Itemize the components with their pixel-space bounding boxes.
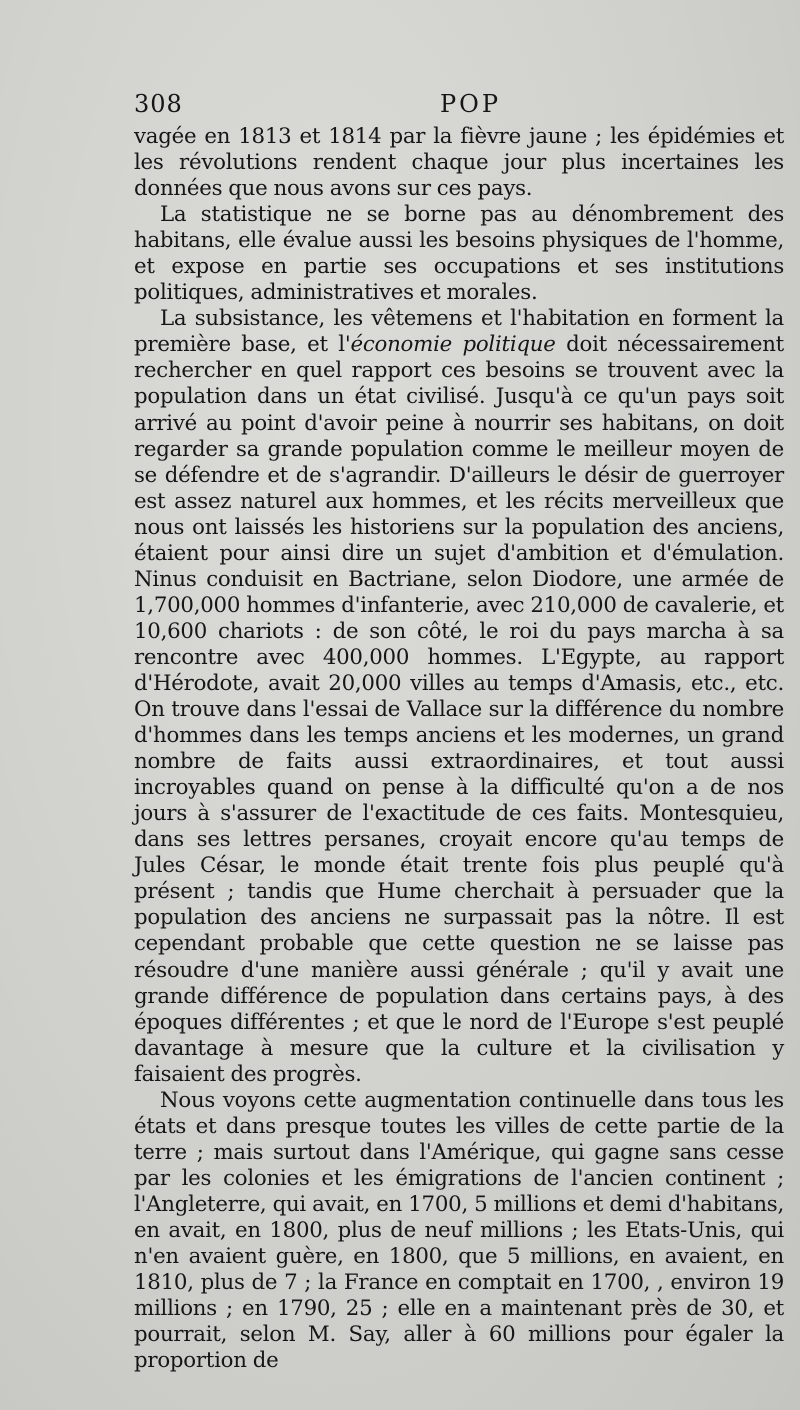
page-number: 308	[134, 90, 183, 118]
paragraph-2: La statistique ne se borne pas au dénombrement des habitans, elle évalue aussi les besoins physiques de l'homme, et expose en partie ses occupations et ses institutions politiques, administratives et morales.	[134, 202, 784, 306]
body-text	[134, 124, 784, 1374]
running-head: POP	[440, 90, 501, 118]
paragraph-3-start: La subsistance, les vêtemens et l'habitation en forment la première base, et l'	[134, 306, 784, 358]
paragraph-4: Nous voyons cette augmentation continuelle dans tous les états et dans presque toutes les villes de cette partie de la terre ; mais surtout dans l'Amérique, qui gagne sans cesse par les colonies et les émigrations de l'ancien continent ; l'Angleterre, qui avait, en 1700, 5 millions et demi d'habitans, en avait, en 1800, plus de neuf millions ; les Etats-Unis, qui n'en avaient guère, en 1800, que 5 millions, en avaient, en 1810, plus de 7 ; la France en comptait en 1700, , environ 19 millions ; en 1790, 25 ; elle en a maintenant près de 30, et pourrait, selon M. Say, aller à 60 millions pour égaler la proportion de	[134, 1087, 784, 1374]
paragraph-3-rest: doit nécessairement rechercher en quel rapport ces besoins se trouvent avec la population dans un état civilisé. Jusqu'à ce qu'un pays soit arrivé au point d'avoir peine à nourrir ses habitans, on doit regarder sa grande population comme le meilleur moyen de se défendre et de s'agrandir. D'ailleurs le désir de guerroyer est assez naturel aux hommes, et les récits merveilleux que nous ont laissés les historiens sur la population des anciens, étaient pour ainsi dire un sujet d'ambition et d'émulation. Ninus conduisit en Bactriane, selon Diodore, une armée de 1,700,000 hommes d'infanterie, avec 210,000 de cavalerie, et 10,600 chariots : de son côté, le roi du pays marcha à sa rencontre avec 400,000 hommes. L'Egypte, au rapport d'Hérodote, avait 20,000 villes au temps d'Amasis, etc., etc. On trouve dans l'essai de Vallace sur la différence du nombre d'hommes dans les temps anciens et les modernes, un grand nombre de faits aussi extraordinaires, et tout aussi incroyables quand on pense à la difficulté qu'on a de nos jours à s'assurer de l'exactitude de ces faits. Montesquieu, dans ses lettres persanes, croyait encore qu'au temps de Jules César, le monde était trente fois plus peuplé qu'à présent ; tandis que Hume cherchait à persuader que la population des anciens ne surpassait pas la nôtre. Il est cependant probable que cette question ne se laisse pas résoudre d'une manière aussi générale ; qu'il y avait une grande différence de population dans certains pays, à des époques différentes ; et que le nord de l'Europe s'est peuplé davantage à mesure que la culture et la civilisation y faisaient des progrès.	[134, 332, 784, 1087]
italic-term: économie politique	[350, 332, 556, 358]
paragraph-3	[134, 306, 784, 1087]
book-page	[134, 90, 784, 1374]
page-header	[134, 90, 784, 124]
paragraph-1: vagée en 1813 et 1814 par la fièvre jaune ; les épidémies et les révolutions rendent chaque jour plus incertaines les données que nous avons sur ces pays.	[134, 124, 784, 202]
